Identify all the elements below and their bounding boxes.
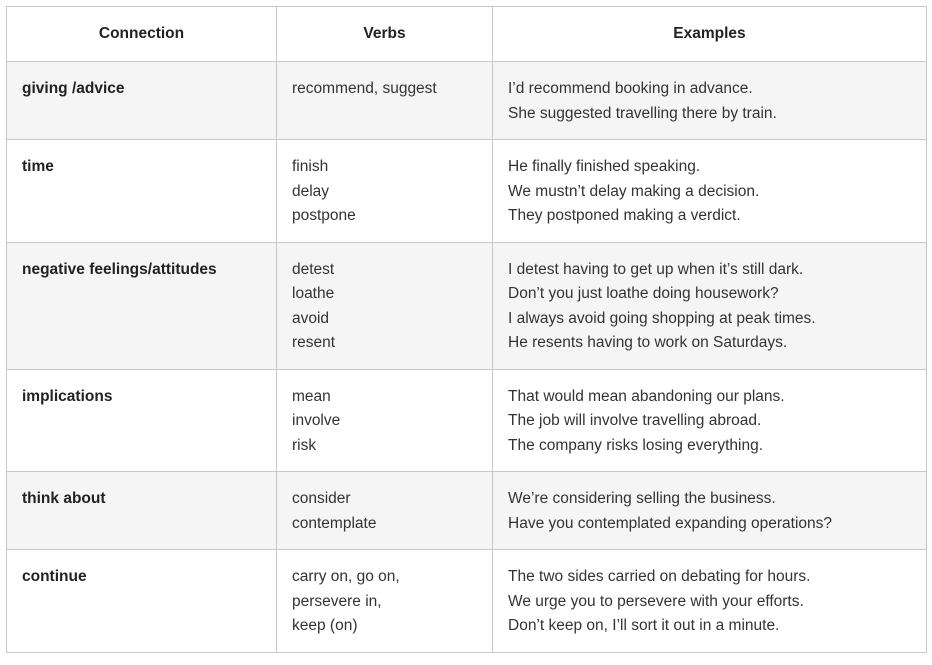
example-line: Have you contemplated expanding operations? xyxy=(508,514,833,532)
header-connection: Connection xyxy=(7,7,277,62)
example-line: The job will involve travelling abroad. xyxy=(508,412,762,429)
verb-line: postpone xyxy=(292,207,356,224)
example-line: Don’t you just loathe doing housework? xyxy=(508,285,779,302)
table-row xyxy=(7,242,927,369)
verb-line: detest xyxy=(292,260,335,278)
example-line: They postponed making a verdict. xyxy=(508,207,741,224)
verb-line: delay xyxy=(292,182,330,200)
verbs-cell xyxy=(277,140,493,243)
table-row xyxy=(7,369,927,472)
verbs-cell xyxy=(277,62,493,140)
verbs-cell xyxy=(277,472,493,550)
example-line: We’re considering selling the business. xyxy=(508,490,776,507)
example-line: Don’t keep on, I’ll sort it out in a minute. xyxy=(508,617,780,634)
connection-cell: continue xyxy=(7,550,277,653)
verb-table xyxy=(6,6,927,653)
connection-cell: implications xyxy=(7,369,277,472)
example-line: I’d recommend booking in advance. xyxy=(508,80,753,97)
example-line: I always avoid going shopping at peak times. xyxy=(508,309,816,327)
verbs-cell xyxy=(277,369,493,472)
example-line: We urge you to persevere with your efforts. xyxy=(508,592,804,610)
connection-cell: giving /advice xyxy=(7,62,277,140)
table-row xyxy=(7,140,927,243)
header-row xyxy=(7,7,927,62)
verbs-cell xyxy=(277,242,493,369)
examples-cell xyxy=(493,550,927,653)
verb-line: persevere in, xyxy=(292,592,382,610)
connection-cell: think about xyxy=(7,472,277,550)
connection-cell: time xyxy=(7,140,277,243)
header-examples: Examples xyxy=(493,7,927,62)
table-row xyxy=(7,550,927,653)
examples-cell xyxy=(493,369,927,472)
verb-line: resent xyxy=(292,334,336,351)
header-verbs: Verbs xyxy=(277,7,493,62)
verb-line: risk xyxy=(292,436,317,454)
example-line: The company risks losing everything. xyxy=(508,436,764,454)
verb-line: recommend, suggest xyxy=(292,80,437,97)
verb-line: consider xyxy=(292,490,351,507)
verbs-cell xyxy=(277,550,493,653)
table-row xyxy=(7,62,927,140)
example-line: He resents having to work on Saturdays. xyxy=(508,334,788,351)
verb-line: involve xyxy=(292,412,341,429)
verb-line: keep (on) xyxy=(292,617,358,634)
example-line: I detest having to get up when it’s still dark. xyxy=(508,260,804,278)
examples-cell xyxy=(493,242,927,369)
table-header xyxy=(7,7,927,62)
example-line: She suggested travelling there by train. xyxy=(508,104,777,122)
examples-cell xyxy=(493,140,927,243)
verb-line: contemplate xyxy=(292,514,377,532)
table-row xyxy=(7,472,927,550)
verb-line: avoid xyxy=(292,309,330,327)
example-line: We mustn’t delay making a decision. xyxy=(508,182,760,200)
verb-line: loathe xyxy=(292,285,335,302)
verb-line: mean xyxy=(292,387,331,405)
verb-line: carry on, go on, xyxy=(292,568,400,585)
table-body xyxy=(7,62,927,653)
examples-cell xyxy=(493,472,927,550)
connection-cell: negative feelings/attitudes xyxy=(7,242,277,369)
example-line: That would mean abandoning our plans. xyxy=(508,387,785,405)
verb-line: finish xyxy=(292,158,329,175)
example-line: He finally finished speaking. xyxy=(508,158,701,175)
example-line: The two sides carried on debating for hours. xyxy=(508,568,811,585)
examples-cell xyxy=(493,62,927,140)
